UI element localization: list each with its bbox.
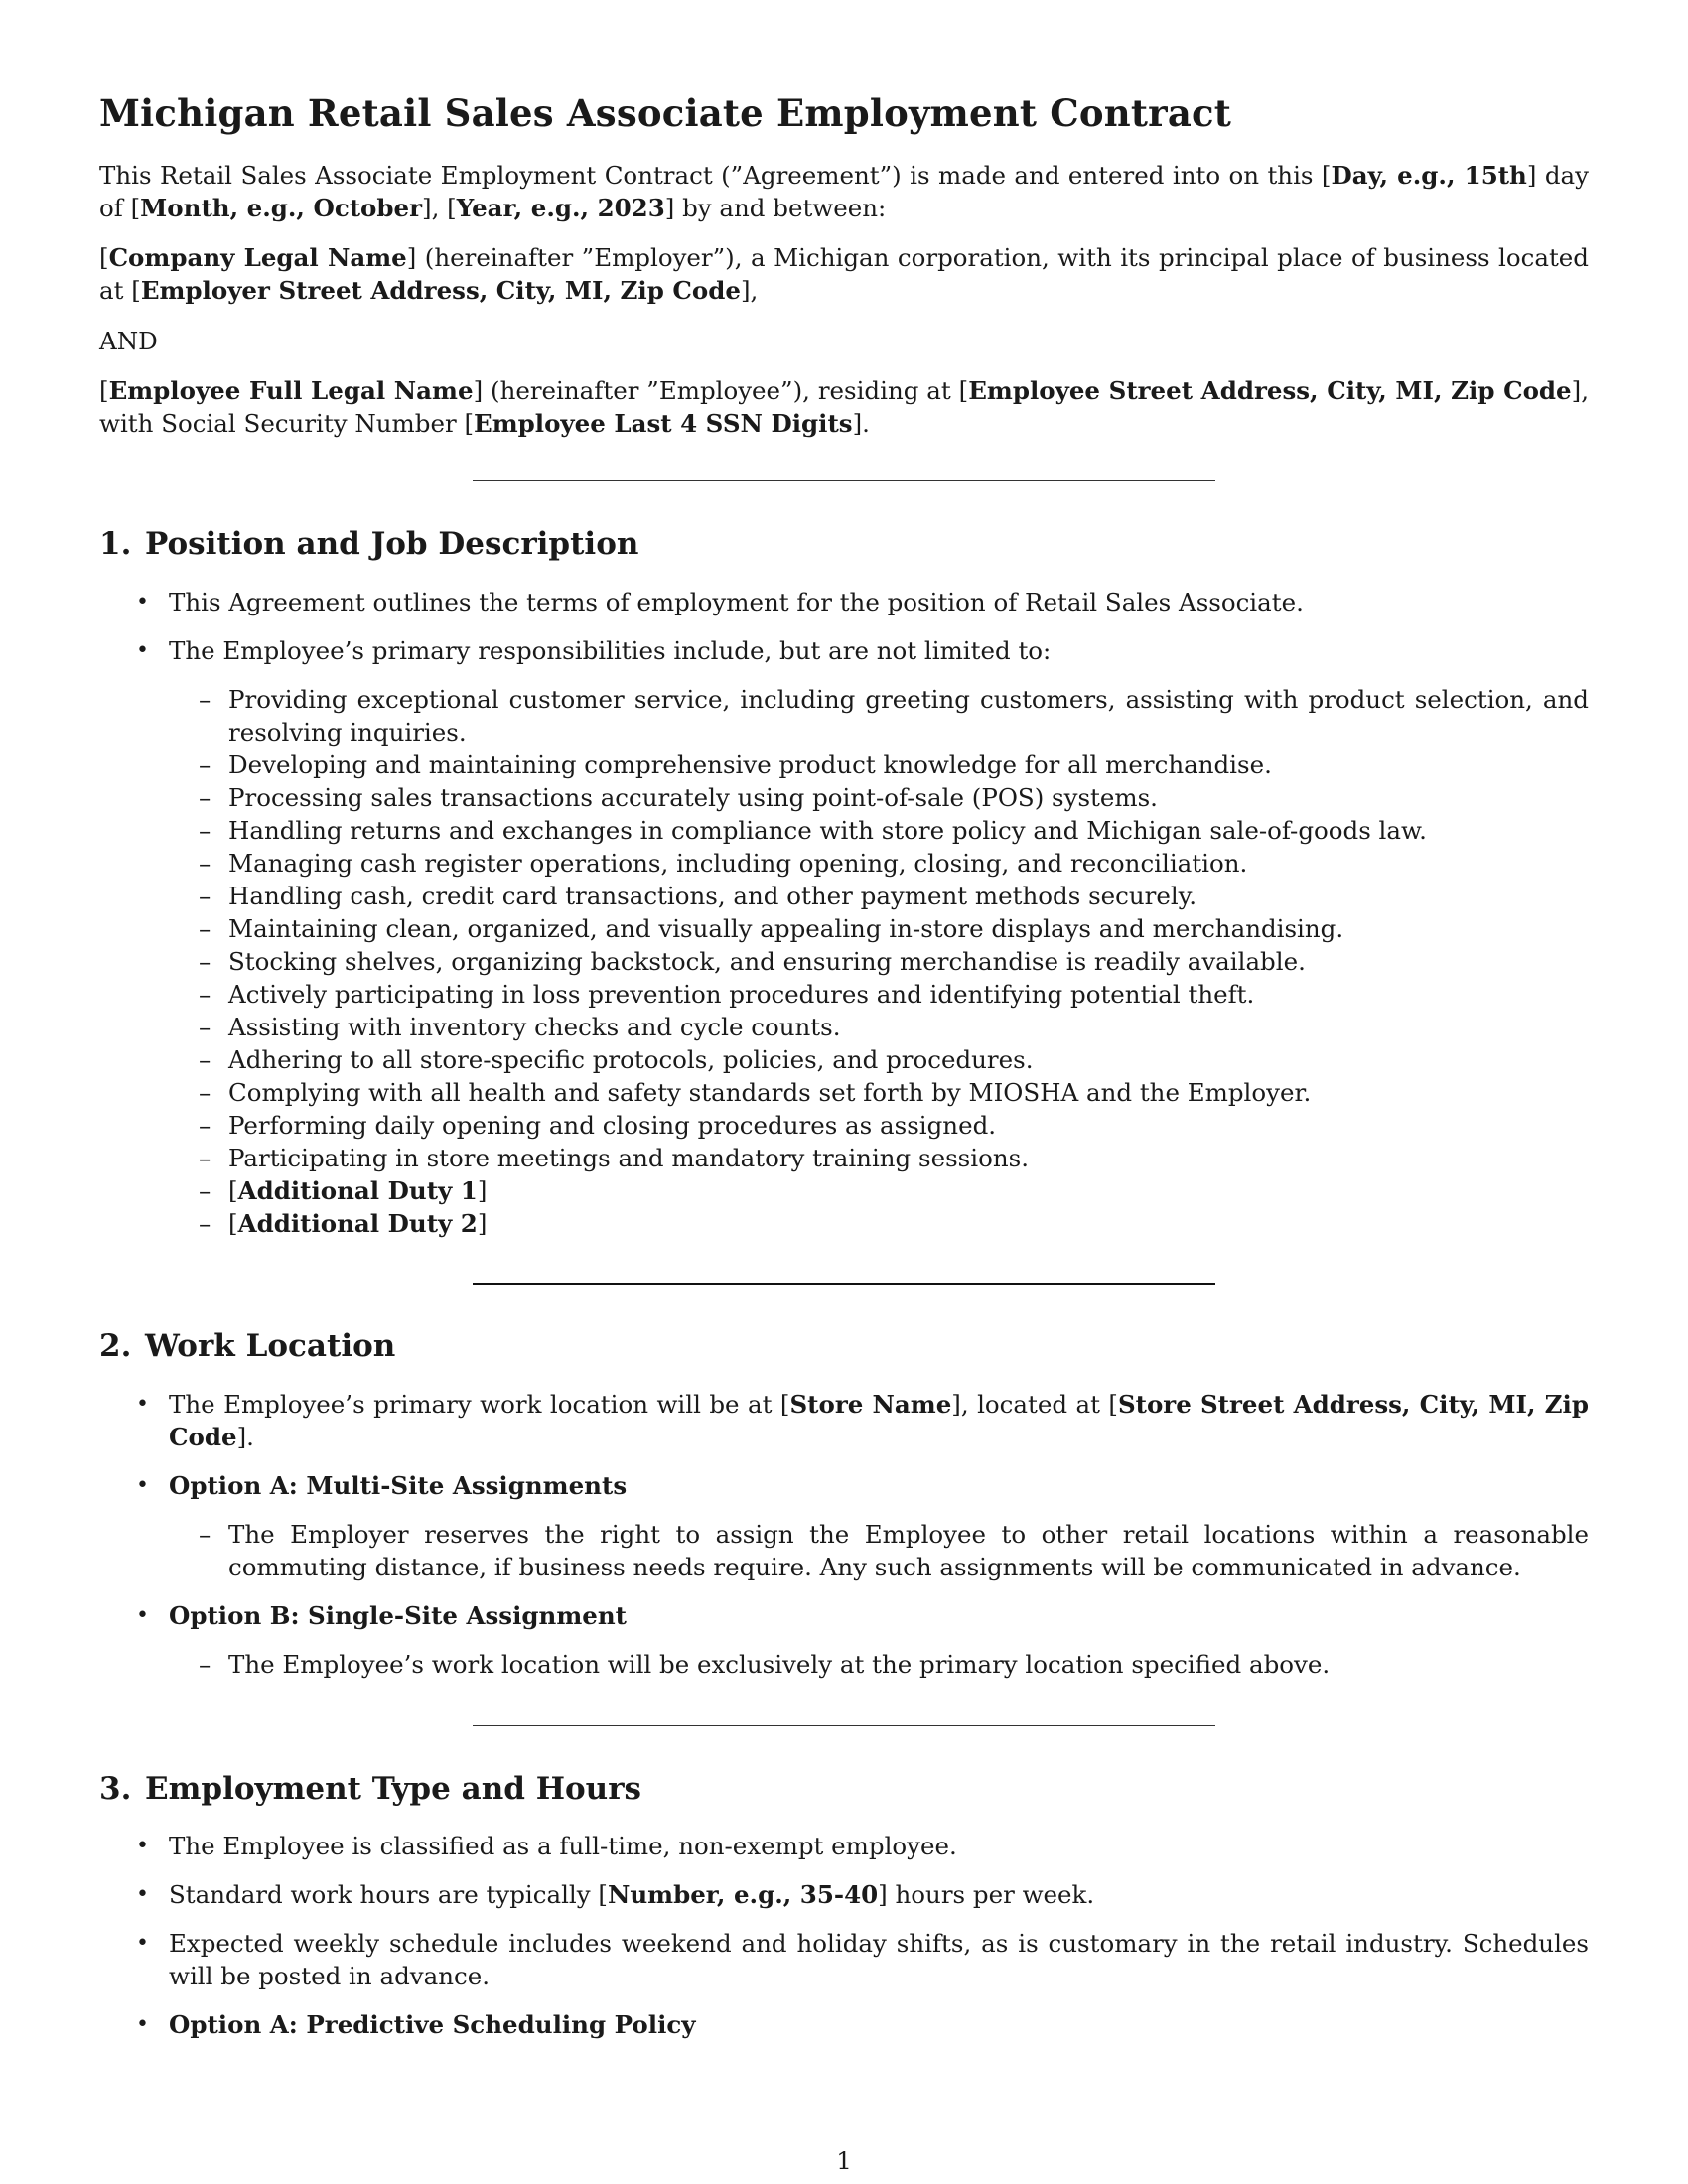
employee-address-placeholder: Employee Street Address, City, MI, Zip Code [968,376,1572,405]
section-divider [473,1725,1215,1726]
list-item: – Adhering to all store-specific protocols, policies, and procedures. [99,1043,1589,1076]
hours-placeholder: Number, e.g., 35-40 [607,1880,879,1909]
list-item: – Actively participating in loss prevention procedures and identifying potential theft. [99,978,1589,1011]
list-item: – Processing sales transactions accurately using point-of-sale (POS) systems. [99,781,1589,814]
list-item: • The Employee’s primary responsibilities include, but are not limited to: [99,634,1589,667]
intro-paragraph-employee: [Employee Full Legal Name] (hereinafter ”Employee”), residing at [Employee Street Address, City, MI, Zip Code], with Social Security Number [Employee Last 4 SSN Digits]. [99,376,1590,438]
list-item: • The Employee’s primary work location will be at [Store Name], located at [Store Street Address, City, MI, Zip Code]. [99,1388,1589,1453]
additional-duty-2: – [Additional Duty 2] [99,1207,1589,1240]
option-b-heading: • Option B: Single-Site Assignment [99,1599,1589,1632]
company-name-placeholder: Company Legal Name [108,243,407,272]
section-3-heading: 3. Employment Type and Hours [99,1771,641,1807]
day-placeholder: Day, e.g., 15th [1331,161,1527,190]
store-address-placeholder: Store Street Address, City, MI, Zip Code [169,1390,1589,1451]
duties-list [99,683,1589,1240]
option-a-heading: • Option A: Multi-Site Assignments [99,1469,1589,1502]
year-placeholder: Year, e.g., 2023 [456,194,665,222]
list-item: – Managing cash register operations, including opening, closing, and reconciliation. [99,847,1589,880]
list-item: – Complying with all health and safety standards set forth by MIOSHA and the Employer. [99,1076,1589,1109]
option-a-heading: • Option A: Predictive Scheduling Policy [99,2008,1589,2041]
list-item: – Performing daily opening and closing procedures as assigned. [99,1109,1589,1142]
section-3-body [99,1830,1589,2041]
list-item: • Expected weekly schedule includes weekend and holiday shifts, as is customary in the retail industry. Schedules will be posted in advance. [99,1927,1589,1992]
store-name-placeholder: Store Name [789,1390,952,1419]
list-item: • Standard work hours are typically [Number, e.g., 35-40] hours per week. [99,1878,1589,1911]
section-2-heading: 2. Work Location [99,1328,396,1364]
page-number: 1 [836,2146,852,2175]
ssn-placeholder: Employee Last 4 SSN Digits [474,409,853,438]
employer-address-placeholder: Employer Street Address, City, MI, Zip Code [140,276,741,305]
list-item: • This Agreement outlines the terms of employment for the position of Retail Sales Associate. [99,586,1589,618]
section-2-body [99,1388,1589,1681]
section-1-heading: 1. Position and Job Description [99,526,639,562]
list-item: – Participating in store meetings and mandatory training sessions. [99,1142,1589,1174]
list-item: – Developing and maintaining comprehensive product knowledge for all merchandise. [99,749,1589,781]
list-item: – Assisting with inventory checks and cycle counts. [99,1011,1589,1043]
intro-paragraph-agreement-date: This Retail Sales Associate Employment Contract (”Agreement”) is made and entered into on this [Day, e.g., 15th] day of [Month, e.g., October], [Year, e.g., 2023] by and between: [99,161,1589,222]
list-item: – Handling cash, credit card transactions, and other payment methods securely. [99,880,1589,912]
list-item: – Providing exceptional customer service, including greeting customers, assisting with product selection, and resolving inquiries. [99,683,1589,749]
employee-name-placeholder: Employee Full Legal Name [108,376,474,405]
list-item: – The Employee’s work location will be exclusively at the primary location specified above. [99,1648,1589,1681]
section-divider [473,1283,1215,1285]
month-placeholder: Month, e.g., October [140,194,423,222]
additional-duty-1: – [Additional Duty 1] [99,1174,1589,1207]
intro-paragraph-employer: [Company Legal Name] (hereinafter ”Employer”), a Michigan corporation, with its principal place of business located at [Employer Street Address, City, MI, Zip Code], [99,243,1589,305]
list-item: – Maintaining clean, organized, and visually appealing in-store displays and merchandising. [99,912,1589,945]
list-item: – Stocking shelves, organizing backstock, and ensuring merchandise is readily available. [99,945,1589,978]
list-item: • The Employee is classified as a full-time, non-exempt employee. [99,1830,1589,1862]
list-item: – The Employer reserves the right to assign the Employee to other retail locations within a reasonable commuting distance, if business needs require. Any such assignments will be communicated in advance. [99,1518,1589,1583]
document-title: Michigan Retail Sales Associate Employment Contract [99,91,1232,135]
intro-and: AND [99,327,158,355]
section-divider [473,480,1215,481]
section-1-body [99,586,1589,1240]
list-item: – Handling returns and exchanges in compliance with store policy and Michigan sale-of-goods law. [99,814,1589,847]
